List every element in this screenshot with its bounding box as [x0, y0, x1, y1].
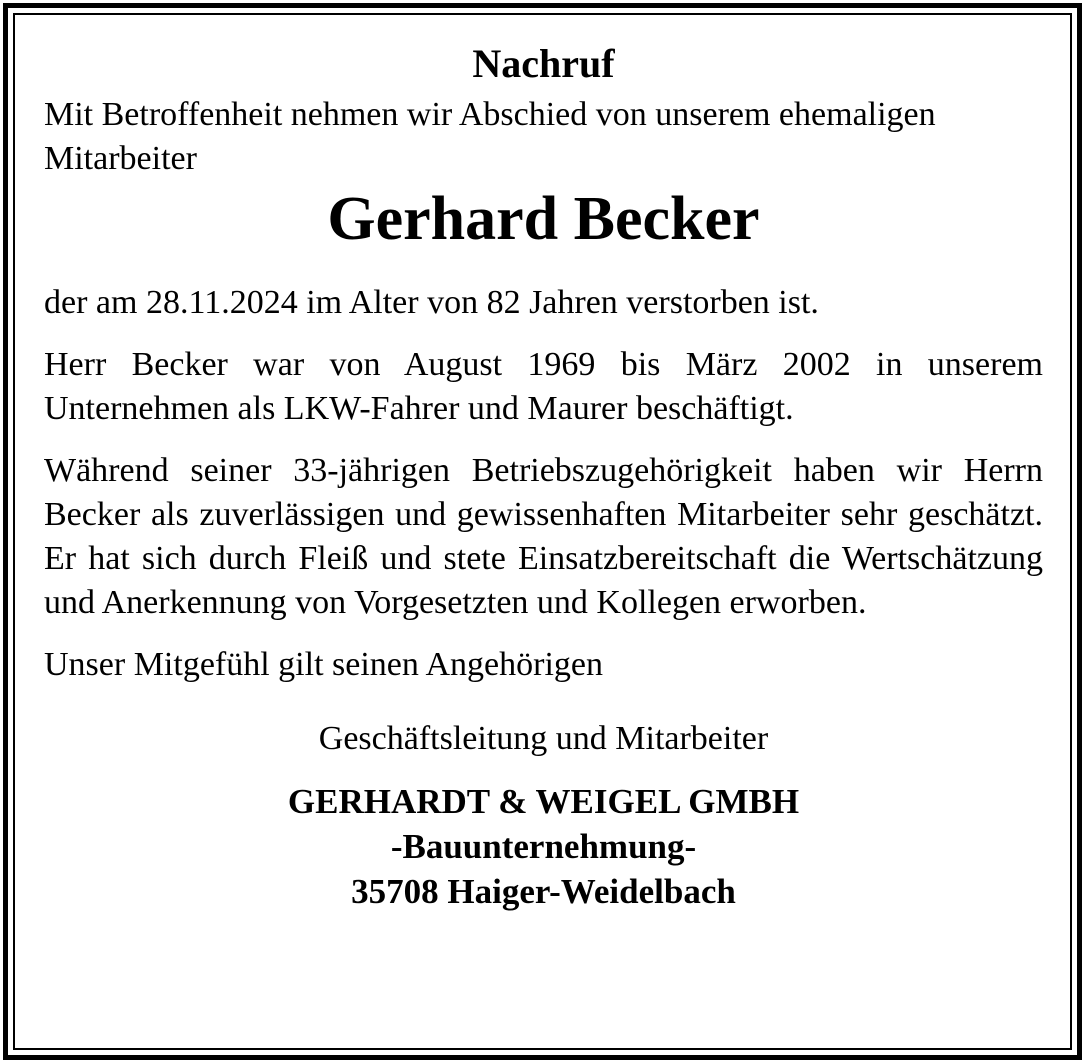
company-block [44, 779, 1043, 914]
company-address: 35708 Haiger-Weidelbach [351, 872, 736, 911]
company-name: GERHARDT & WEIGEL GMBH [287, 782, 800, 821]
sympathy-text: Unser Mitgefühl gilt seinen Angehörigen [44, 646, 604, 683]
signoff-text: Geschäftsleitung und Mitarbeiter [318, 720, 769, 757]
career-paragraph: Herr Becker war von August 1969 bis März 2002 in unserem Unternehmen als LKW-Fahrer und Maurer beschäftigt. [44, 346, 1043, 427]
praise-paragraph: Während seiner 33-jährigen Betriebszugehörigkeit haben wir Herrn Becker als zuverlässigen und gewissenhaften Mitarbeiter sehr geschätzt. Er hat sich durch Fleiß und stete Einsatzbereitschaft die Wertschätzung und Anerkennung von Vorgesetzten und Kollegen erworben. [44, 452, 1043, 621]
death-date-text: der am 28.11.2024 im Alter von 82 Jahren verstorben ist. [44, 284, 819, 321]
notice-title: Nachruf [472, 41, 615, 86]
deceased-name: Gerhard Becker [327, 185, 760, 253]
intro-text: Mit Betroffenheit nehmen wir Abschied von unserem ehemaligen Mitarbeiter [44, 96, 936, 177]
company-type: -Bauunternehmung- [390, 827, 697, 866]
obituary-notice [44, 40, 1043, 914]
